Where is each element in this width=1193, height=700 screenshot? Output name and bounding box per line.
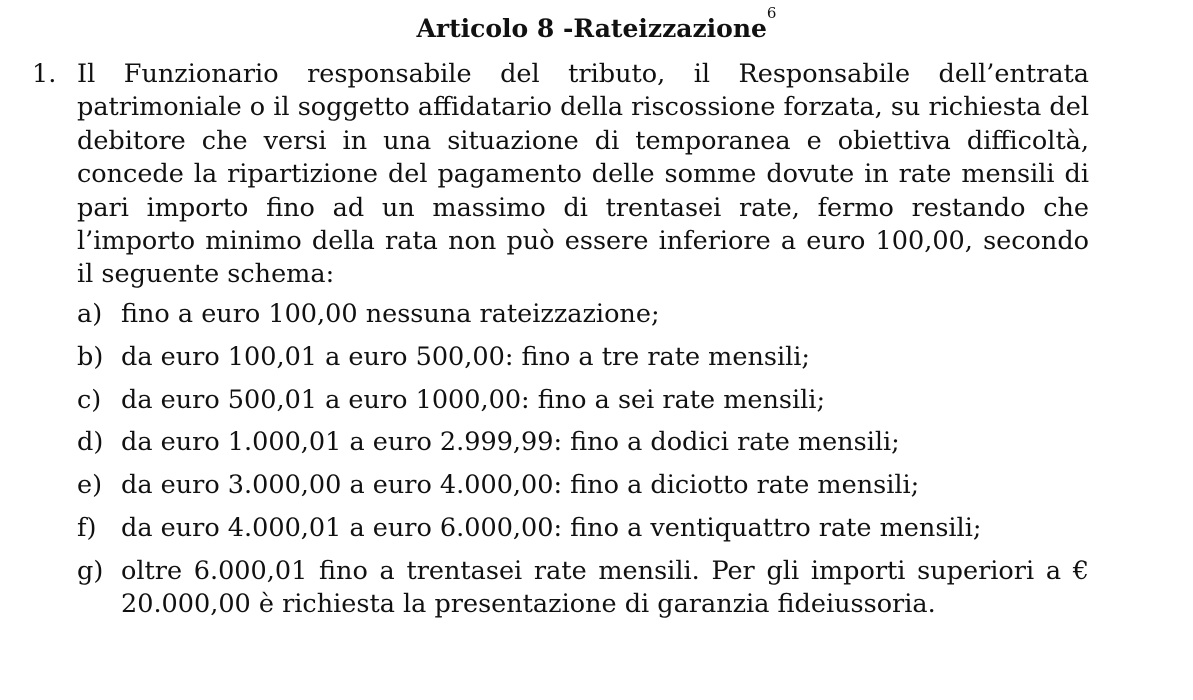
list-item-text: da euro 500,01 a euro 1000,00: fino a sei rate mensili;: [121, 384, 826, 415]
list-item-letter: c): [77, 384, 102, 415]
list-item: [77, 426, 1089, 459]
list-item: [77, 469, 1089, 502]
list-item-letter: f): [77, 512, 97, 543]
list-item-letter: b): [77, 341, 104, 372]
list-item-letter: g): [77, 555, 104, 586]
list-item-text: fino a euro 100,00 nessuna rateizzazione;: [121, 299, 660, 329]
paragraph-number: 1.: [32, 59, 57, 89]
list-item: [77, 512, 1089, 545]
list-item-text: da euro 100,01 a euro 500,00: fino a tre rate mensili;: [121, 341, 811, 372]
list-item-text: da euro 4.000,01 a euro 6.000,00: fino a ventiquattro rate mensili;: [121, 512, 982, 543]
list-item: [77, 384, 1089, 417]
article-title-text: Articolo 8 -Rateizzazione: [416, 14, 767, 43]
list-item-text: oltre 6.000,01 fino a trentasei rate mensili. Per gli importi superiori a € 20.000,00 è richiesta la presentazione di garanzia fideiussoria.: [121, 555, 1089, 620]
list-item-text: da euro 3.000,00 a euro 4.000,00: fino a diciotto rate mensili;: [121, 470, 920, 501]
list-item: [77, 298, 1089, 331]
paragraph-text: Il Funzionario responsabile del tributo, il Responsabile dell’entrata patrimoniale o il soggetto affidatario della riscossione forzata, su richiesta del debitore che versi in una situazione di temporanea e obiettiva difficoltà, concede la ripartizione del pagamento delle somme dovute in rate mensili di pari importo fino ad un massimo di trentasei rate, fermo restando che l’importo minimo della rata non può essere inferiore a euro 100,00, secondo il seguente schema:: [77, 59, 1089, 290]
list-item-letter: d): [77, 427, 104, 458]
installment-schedule-list: [77, 298, 1089, 631]
list-item-letter: e): [77, 470, 103, 501]
list-item-text: da euro 1.000,01 a euro 2.999,99: fino a dodici rate mensili;: [121, 427, 900, 458]
list-item: [77, 341, 1089, 374]
list-item-letter: a): [77, 299, 103, 329]
list-item: [77, 555, 1089, 622]
article-title: [0, 4, 1193, 46]
footnote-reference: 6: [766, 4, 777, 22]
